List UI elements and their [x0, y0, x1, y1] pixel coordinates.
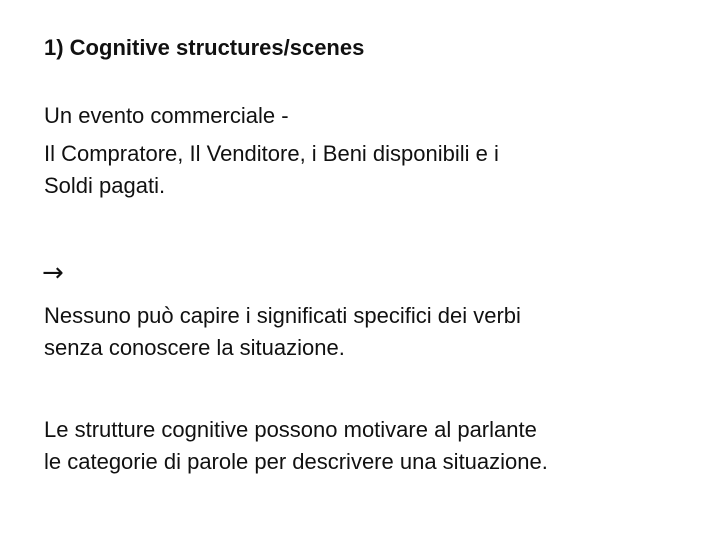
paragraph-conclusion-line-1: Nessuno può capire i significati specifici dei verbi [44, 303, 521, 328]
slide-title: 1) Cognitive structures/scenes [44, 35, 365, 60]
paragraph-conclusion-line-2: senza conoscere la situazione. [44, 335, 345, 360]
paragraph-cognitive-structures-line-1: Le strutture cognitive possono motivare al parlante [44, 417, 537, 442]
paragraph-participants-line-1: Il Compratore, Il Venditore, i Beni disponibili e i [44, 141, 499, 166]
paragraph-cognitive-structures-line-2: le categorie di parole per descrivere una situazione. [44, 449, 548, 474]
paragraph-participants [44, 138, 694, 202]
paragraph-cognitive-structures [44, 414, 694, 478]
paragraph-participants-line-2: Soldi pagati. [44, 173, 166, 198]
right-arrow-icon: → [42, 258, 64, 288]
paragraph-commercial-event: Un evento commerciale - [44, 103, 289, 128]
paragraph-conclusion [44, 300, 694, 364]
